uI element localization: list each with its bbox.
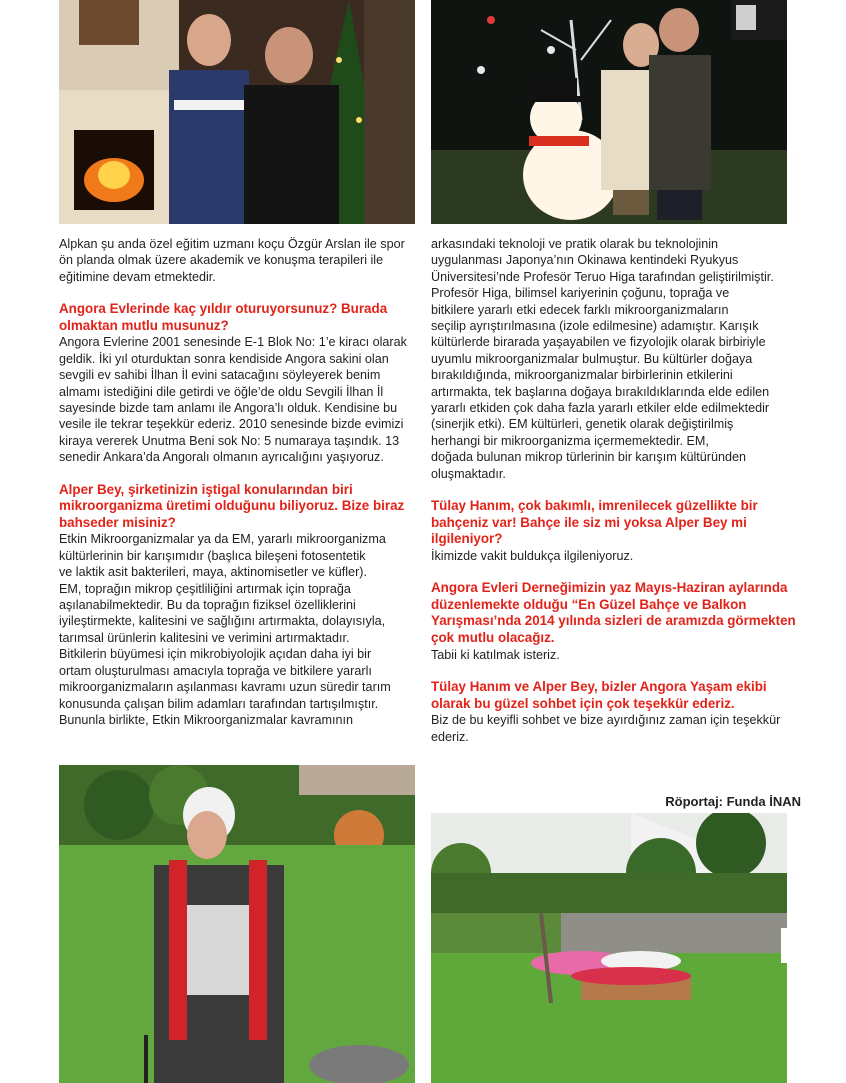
continued-line: uyumlu mikroorganizmalar bulmuştur. Bu kültürler doğaya	[431, 351, 753, 366]
answer-2-line: mikroorganizmaların aşılanması kavramı uzun süredir tarım	[59, 680, 391, 695]
answer-2-line: Etkin Mikroorganizmalar ya da EM, yararlı mikroorganizma	[59, 532, 386, 547]
answer-5: Biz de bu keyifli sohbet ve bize ayırdığınız zaman için teşekkür ederiz.	[431, 713, 781, 744]
couple-snowman-night-photo	[431, 0, 787, 224]
garden-flowerbed-photo	[431, 813, 787, 1083]
answer-1: Angora Evlerine 2001 senesinde E-1 Blok No: 1’e kiracı olarak geldik. İki yıl oturduktan sonra kendiside Angora sakini olan sevgili ev sahibi İlhan İl evini satacağını söyleyerek benim almamı istediğini dile getirdi ve öğle’de oldu Sevgili İlhan İl sayesinde bizde tam anlamı ile Angora’lı olduk. Kendisine bu vesile ile tekrar teşekkür ederiz. 2010 senesinde bizde evimizi kiraya vererek Unutma Beni sok No: 5 numaraya taşındık. 13 senedir Ankara’da Angoralı olmanın ayrıcalığını yaşıyoruz.	[59, 335, 407, 465]
answer-3: İkimizde vakit buldukça ilgileniyoruz.	[431, 548, 634, 563]
continued-line: bırakıldığında, mikroorganizmalar birbirlerinin etkilerini	[431, 368, 733, 383]
answer-2-line: Bitkilerin büyümesi için mikrobiyolojik açıdan daha iyi bir	[59, 647, 372, 662]
question-4: Angora Evleri Derneğimizin yaz Mayıs-Haziran aylarında düzenlemekte olduğu “En Güzel Bahçe ve Balkon Yarışması’nda 2014 yılında sizleri de aramızda görmekten çok mutlu olacağız.	[431, 580, 796, 646]
continued-line: Üniversitesi’nde Profesör Teruo Higa tarafından geliştirilmiştir.	[431, 269, 774, 284]
answer-2-line: Bununla birlikte, Etkin Mikroorganizmalar kavramının	[59, 712, 353, 727]
continued-line: kültürlerde birarada yaşayabilen ve fizyolojik olarak birbiriyle	[431, 335, 766, 350]
intro-paragraph: Alpkan şu anda özel eğitim uzmanı koçu Özgür Arslan ile spor ön planda olmak üzere akademik ve konuşma terapileri ile eğitimine devam etmektedir.	[59, 237, 405, 284]
question-5: Tülay Hanım ve Alper Bey, bizler Angora Yaşam ekibi olarak bu güzel sohbet için çok teşekkür ederiz.	[431, 679, 767, 711]
continued-line: oluşmaktadır.	[431, 466, 506, 481]
continued-line: Profesör Higa, bilimsel kariyerinin çoğunu, toprağa ve	[431, 286, 730, 301]
answer-4: Tabii ki katılmak isteriz.	[431, 647, 560, 662]
question-3: Tülay Hanım, çok bakımlı, imrenilecek güzellikte bir bahçeniz var! Bahçe ile siz mi yoksa Alper Bey mi ilgileniyor?	[431, 498, 758, 547]
continued-line: artırmakta, tek başlarına doğaya bırakıldıklarında elde edilen	[431, 384, 770, 399]
answer-2-line: ortam oluşturulması amacıyla toprağa ve bitkilere yararlı	[59, 663, 372, 678]
continued-line: seçilip ayrıştırılmasına (izole edilmesine) adamıştır. Karışık	[431, 319, 759, 334]
continued-line: (sinerjik etki). EM kültürleri, genetik olarak değiştirilmiş	[431, 417, 734, 432]
continued-line: herhangi bir mikroorganizma içermemektedir. EM,	[431, 433, 709, 448]
answer-2-line: konusunda çalışan bilim adamları tarafından tartışılmıştır.	[59, 696, 379, 711]
answer-2-line: iyileştirmekte, kalitesini ve sağlığını artırmakta, dolayısıyla,	[59, 614, 386, 629]
answer-2-line: ve laktik asit bakterileri, maya, aktinomisetler ve küfler).	[59, 565, 367, 580]
continued-line: arkasındaki teknoloji ve pratik olarak bu teknolojinin	[431, 237, 719, 251]
continued-line: yararlı etkiden çok daha fazla yararlı etkiler elde edilmektedir	[431, 401, 770, 416]
answer-2-line: EM, toprağın mikrop çeşitliliğini artırmak için toprağa	[59, 581, 351, 596]
answer-2-line: kültürlerinin bir karışımıdır (başlıca bileşeni fotosentetik	[59, 548, 366, 563]
continued-line: bitkilere yararlı etki edecek farklı mikroorganizmaların	[431, 302, 729, 317]
woman-garden-photo	[59, 765, 415, 1083]
question-2: Alper Bey, şirketinizin iştigal konularından biri mikroorganizma üretimi olduğunu biliyoruz. Bize biraz bahseder misiniz?	[59, 481, 405, 530]
answer-2-line: aşılanabilmektedir. Bu da toprağın fiziksel özelliklerini	[59, 598, 356, 613]
family-christmas-fireplace-photo	[59, 0, 415, 224]
interview-credit: Röportaj: Funda İNAN	[665, 794, 801, 809]
question-1: Angora Evlerinde kaç yıldır oturuyorsunuz? Burada olmaktan mutlu musunuz?	[59, 301, 388, 333]
continued-line: uygulanması Japonya’nın Okinawa kentindeki Ryukyus	[431, 253, 739, 268]
continued-line: doğada bulunan mikrop türlerinin bir karışım kültüründen	[431, 450, 747, 465]
left-text-column	[59, 236, 419, 728]
right-text-column	[431, 236, 797, 745]
answer-2-line: tarımsal ürünlerin kalitesini ve verimini artırmaktadır.	[59, 630, 350, 645]
